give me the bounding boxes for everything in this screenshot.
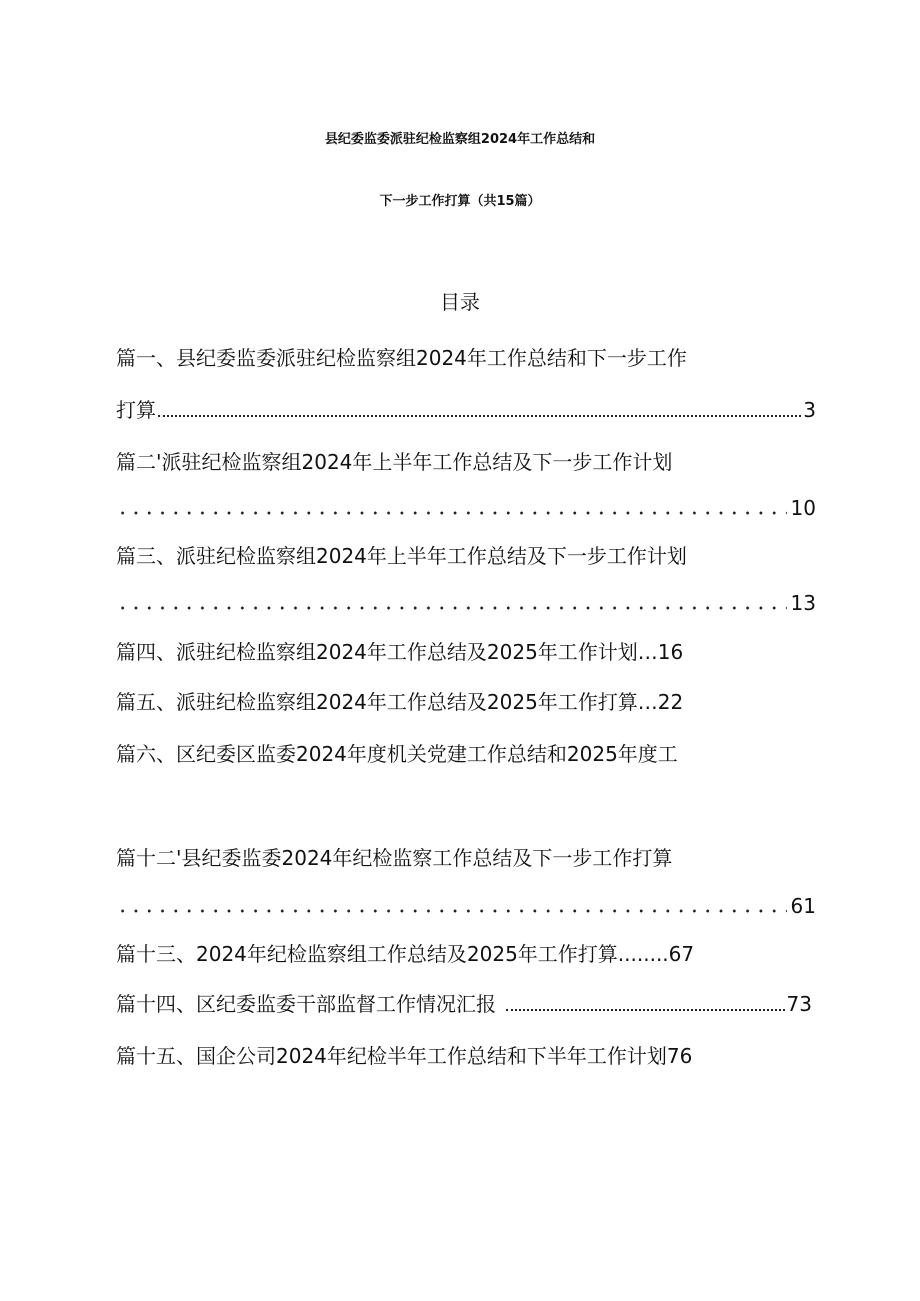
toc-entry-1-text-cont: 打算 — [116, 398, 156, 422]
toc-entry-13-dots: ........ — [617, 942, 669, 966]
toc-entry-14-dots — [506, 1009, 785, 1011]
toc-entry-1-text[interactable]: 篇一、县纪委监委派驻纪检监察组2024年工作总结和下一步工作 — [116, 346, 687, 370]
toc-entry-14-page: 73 — [786, 992, 812, 1016]
toc-entry-12-leader[interactable] — [116, 892, 816, 920]
toc-entry-3-leader[interactable] — [116, 589, 816, 617]
toc-entry-2-page: 10 — [790, 496, 816, 520]
toc-entry-1-leader[interactable] — [116, 396, 816, 424]
toc-entry-1-page: 3 — [803, 398, 816, 422]
toc-entry-1-dots — [158, 415, 801, 417]
toc-entry-4-text[interactable]: 篇四、派驻纪检监察组2024年工作总结及2025年工作计划…16 — [116, 640, 684, 664]
toc-entry-12-text[interactable]: 篇十二'县纪委监委2024年纪检监察工作总结及下一步工作打算 — [116, 846, 673, 870]
toc-entry-3-text[interactable]: 篇三、派驻纪检监察组2024年上半年工作总结及下一步工作计划 — [116, 544, 687, 568]
toc-entry-2-dots — [116, 511, 787, 515]
toc-heading: 目录 — [440, 290, 480, 314]
toc-entry-13-title: 篇十三、2024年纪检监察组工作总结及2025年工作打算 — [116, 942, 618, 966]
toc-entry-13-page: 67 — [668, 942, 695, 966]
toc-entry-14-text: 篇十四、区纪委监委干部监督工作情况汇报 — [116, 992, 496, 1016]
toc-entry-13-text[interactable] — [116, 940, 694, 968]
toc-entry-3-dots — [116, 606, 787, 610]
toc-entry-6-text[interactable]: 篇六、区纪委区监委2024年度机关党建工作总结和2025年度工 — [116, 742, 678, 766]
toc-entry-12-dots — [116, 909, 787, 913]
toc-entry-5-text[interactable]: 篇五、派驻纪检监察组2024年工作总结及2025年工作打算…22 — [116, 690, 684, 714]
document-title-line-1: 县纪委监委派驻纪检监察组2024年工作总结和 — [324, 132, 596, 147]
toc-entry-3-page: 13 — [790, 591, 816, 615]
toc-entry-2-leader[interactable] — [116, 494, 816, 522]
toc-entry-12-page: 61 — [790, 894, 816, 918]
toc-entry-14-leader[interactable] — [116, 990, 812, 1018]
toc-entry-15-text[interactable]: 篇十五、国企公司2024年纪检半年工作总结和下半年工作计划76 — [116, 1044, 693, 1068]
toc-entry-2-text[interactable]: 篇二'派驻纪检监察组2024年上半年工作总结及下一步工作计划 — [116, 450, 673, 474]
document-title-line-2: 下一步工作打算（共15篇） — [379, 194, 541, 209]
